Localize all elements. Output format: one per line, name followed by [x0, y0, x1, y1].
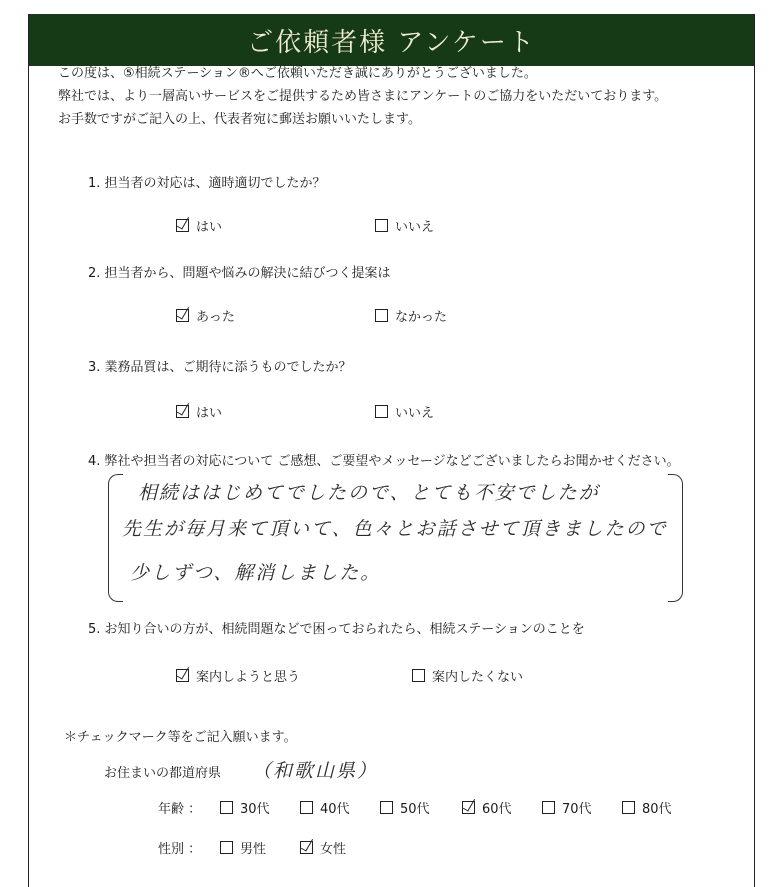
gender-option-male[interactable] [220, 838, 266, 857]
q1-yes-option[interactable] [176, 216, 222, 235]
gender-male-label: 男性 [240, 842, 267, 857]
q5-no-label: 案内したくない [432, 670, 524, 685]
age-option-label: 40代 [320, 802, 350, 817]
question-4: 4. 弊社や担当者の対応について ご感想、ご要望やメッセージなどございましたらお聞かせください。 [88, 454, 680, 469]
age-label: 年齢 ： [158, 802, 202, 817]
checkbox[interactable] [622, 801, 635, 814]
title-banner [29, 14, 754, 66]
question-3: 3. 業務品質は、ご期待に添うものでしたか？ [88, 360, 352, 375]
age-option-label: 70代 [562, 802, 592, 817]
checked-checkbox[interactable] [462, 801, 475, 814]
handwritten-answer-line: 少しずつ、解消しました。 [130, 562, 382, 584]
checked-checkbox[interactable] [176, 309, 189, 322]
q2-no-label: なかった [395, 310, 448, 325]
question-1: 1. 担当者の対応は、適時適切でしたか？ [88, 176, 326, 191]
checkbox[interactable] [375, 219, 388, 232]
age-option-50[interactable] [380, 798, 430, 817]
q2-no-option[interactable] [375, 306, 447, 325]
age-option-80[interactable] [622, 798, 672, 817]
checkmark-note: ＊チェックマーク等をご記入願います。 [64, 730, 297, 745]
checked-checkbox[interactable] [176, 219, 189, 232]
handwritten-answer-line: 先生が毎月来て頂いて、色々とお話させて頂きましたので [122, 518, 668, 540]
intro-line: この度は、⑤相続ステーション®へご依頼いただき誠にありがとうございました。 [58, 66, 537, 81]
checked-checkbox[interactable] [176, 669, 189, 682]
checked-checkbox[interactable] [300, 841, 313, 854]
prefecture-label: お住まいの都道府県 [104, 766, 222, 781]
age-option-70[interactable] [542, 798, 592, 817]
age-option-label: 50代 [400, 802, 430, 817]
age-option-60[interactable] [462, 798, 512, 817]
age-option-label: 30代 [240, 802, 270, 817]
q3-no-option[interactable] [375, 402, 434, 421]
q2-yes-label: あった [196, 310, 235, 325]
checkbox[interactable] [220, 801, 233, 814]
answer-bracket-right [668, 474, 683, 602]
age-option-30[interactable] [220, 798, 270, 817]
checked-checkbox[interactable] [176, 405, 189, 418]
page-title: ご依頼者様 アンケート [247, 27, 536, 58]
checkbox[interactable] [412, 669, 425, 682]
gender-female-label: 女性 [320, 842, 347, 857]
q5-no-option[interactable] [412, 666, 523, 685]
answer-bracket-left [108, 474, 123, 602]
intro-line: 弊社では、より一層高いサービスをご提供するため皆さまにアンケートのご協力をいただいております。 [58, 89, 668, 104]
checkbox[interactable] [542, 801, 555, 814]
intro-line: お手数ですがご記入の上、代表者宛に郵送お願いいたします。 [58, 112, 421, 127]
q3-yes-label: はい [196, 406, 223, 421]
q5-yes-label: 案内しようと思う [196, 670, 301, 685]
checkbox[interactable] [375, 405, 388, 418]
question-5: 5. お知り合いの方が、相続問題などで困っておられたら、相続ステーションのことを [88, 622, 585, 637]
prefecture-value[interactable]: （和歌山県） [252, 760, 379, 782]
checkbox[interactable] [375, 309, 388, 322]
checkbox[interactable] [380, 801, 393, 814]
checkbox[interactable] [220, 841, 233, 854]
q5-yes-option[interactable] [176, 666, 300, 685]
age-option-label: 80代 [642, 802, 672, 817]
age-option-label: 60代 [482, 802, 512, 817]
gender-label: 性別 ： [158, 842, 202, 857]
q1-yes-label: はい [196, 220, 223, 235]
q2-yes-option[interactable] [176, 306, 235, 325]
q1-no-label: いいえ [395, 220, 435, 235]
q3-yes-option[interactable] [176, 402, 222, 421]
age-option-40[interactable] [300, 798, 350, 817]
intro-text [58, 62, 667, 131]
gender-option-female[interactable] [300, 838, 346, 857]
q1-no-option[interactable] [375, 216, 434, 235]
handwritten-answer-line: 相続ははじめてでしたので、とても不安でしたが [138, 482, 600, 504]
question-2: 2. 担当者から、問題や悩みの解決に結びつく提案は [88, 266, 391, 281]
checkbox[interactable] [300, 801, 313, 814]
q3-no-label: いいえ [395, 406, 435, 421]
